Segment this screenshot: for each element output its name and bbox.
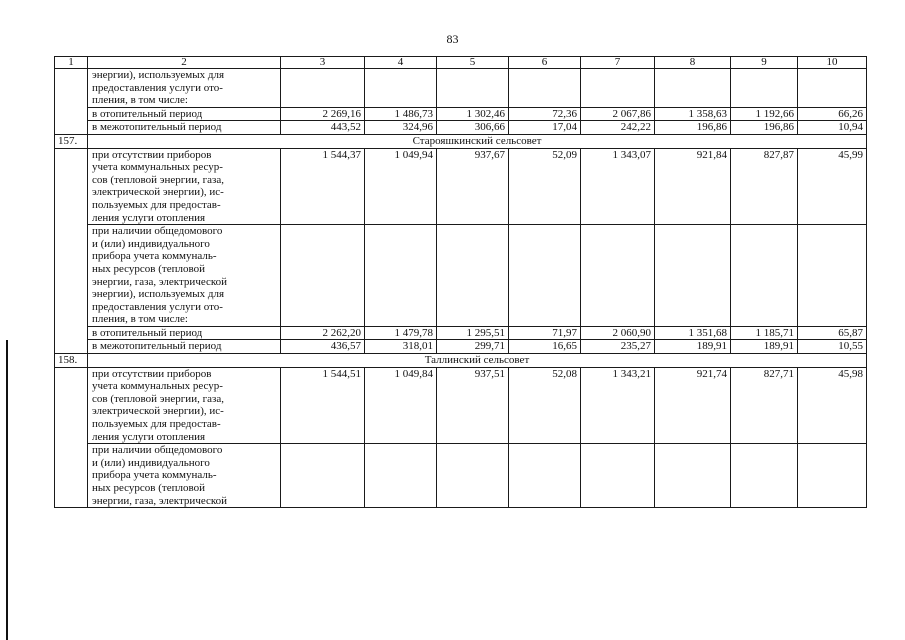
description-line: пользуемых для предостав-	[92, 198, 221, 211]
row-description	[88, 69, 281, 108]
description-line: в межотопительный период	[92, 121, 222, 134]
description-line: пления, в том числе:	[92, 94, 188, 107]
value-cell	[437, 444, 509, 508]
value-cell: 1 479,78	[365, 326, 437, 340]
value-cell: 2 060,90	[581, 326, 655, 340]
value-cell: 65,87	[798, 326, 867, 340]
table-row	[55, 340, 867, 354]
value-cell	[509, 444, 581, 508]
column-number: 7	[581, 57, 655, 69]
value-cell: 1 544,51	[281, 367, 365, 444]
value-cell: 299,71	[437, 340, 509, 354]
column-number: 6	[509, 57, 581, 69]
value-cell	[365, 444, 437, 508]
row-description	[88, 326, 281, 340]
value-cell	[281, 444, 365, 508]
description-line: сов (тепловой энергии, газа,	[92, 392, 224, 405]
value-cell: 436,57	[281, 340, 365, 354]
value-cell: 1 343,21	[581, 367, 655, 444]
description-line: прибора учета коммуналь-	[92, 469, 217, 482]
description-line: прибора учета коммуналь-	[92, 250, 217, 263]
value-cell: 2 262,20	[281, 326, 365, 340]
value-cell: 937,67	[437, 148, 509, 225]
table-row	[55, 225, 867, 327]
value-cell	[281, 69, 365, 108]
row-number-cell	[55, 148, 88, 354]
row-description	[88, 340, 281, 354]
value-cell: 10,94	[798, 121, 867, 135]
value-cell: 1 049,84	[365, 367, 437, 444]
value-cell: 1 544,37	[281, 148, 365, 225]
section-number: 157.	[55, 134, 88, 148]
value-cell: 52,09	[509, 148, 581, 225]
value-cell: 2 269,16	[281, 107, 365, 121]
value-cell: 921,84	[655, 148, 731, 225]
value-cell: 45,99	[798, 148, 867, 225]
section-header-row	[55, 354, 867, 368]
value-cell	[365, 225, 437, 327]
column-number: 3	[281, 57, 365, 69]
value-cell: 71,97	[509, 326, 581, 340]
value-cell: 66,26	[798, 107, 867, 121]
value-cell: 16,65	[509, 340, 581, 354]
table-row	[55, 107, 867, 121]
binding-edge-line	[6, 340, 8, 640]
value-cell	[798, 225, 867, 327]
description-line: при отсутствии приборов	[92, 367, 212, 380]
description-line: при отсутствии приборов	[92, 148, 212, 161]
row-description	[88, 148, 281, 225]
description-line: сов (тепловой энергии, газа,	[92, 173, 224, 186]
tariff-table	[54, 56, 867, 508]
row-number-cell	[55, 367, 88, 508]
description-line: учета коммунальных ресур-	[92, 161, 223, 174]
description-line: энергии, газа, электрической	[92, 275, 228, 288]
value-cell: 196,86	[731, 121, 798, 135]
value-cell: 1 343,07	[581, 148, 655, 225]
value-cell	[798, 444, 867, 508]
table-row	[55, 121, 867, 135]
table-row	[55, 69, 867, 108]
value-cell: 10,55	[798, 340, 867, 354]
value-cell: 324,96	[365, 121, 437, 135]
row-description	[88, 444, 281, 508]
row-description	[88, 107, 281, 121]
column-number: 1	[55, 57, 88, 69]
table-row	[55, 148, 867, 225]
value-cell: 52,08	[509, 367, 581, 444]
description-line: пользуемых для предостав-	[92, 418, 221, 431]
value-cell: 1 049,94	[365, 148, 437, 225]
value-cell: 72,36	[509, 107, 581, 121]
value-cell: 17,04	[509, 121, 581, 135]
description-line: ления услуги отопления	[92, 211, 206, 224]
description-line: в отопительный период	[92, 107, 203, 120]
value-cell: 318,01	[365, 340, 437, 354]
column-number: 9	[731, 57, 798, 69]
value-cell: 827,87	[731, 148, 798, 225]
description-line: при наличии общедомового	[92, 444, 223, 457]
section-number: 158.	[55, 354, 88, 368]
value-cell	[655, 444, 731, 508]
description-line: ления услуги отопления	[92, 430, 206, 443]
description-line: и (или) индивидуального	[92, 456, 210, 469]
value-cell	[655, 225, 731, 327]
description-line: электрической энергии), ис-	[92, 186, 224, 199]
value-cell: 443,52	[281, 121, 365, 135]
table-row	[55, 367, 867, 444]
description-line: в межотопительный период	[92, 340, 222, 353]
value-cell: 1 295,51	[437, 326, 509, 340]
value-cell	[731, 444, 798, 508]
row-description	[88, 121, 281, 135]
value-cell: 1 192,66	[731, 107, 798, 121]
value-cell	[509, 225, 581, 327]
column-number-row	[55, 57, 867, 69]
section-name: Таллинский сельсовет	[88, 354, 867, 368]
row-number-cell	[55, 69, 88, 135]
table-row	[55, 326, 867, 340]
value-cell	[581, 69, 655, 108]
value-cell	[509, 69, 581, 108]
value-cell	[581, 444, 655, 508]
description-line: учета коммунальных ресур-	[92, 380, 223, 393]
column-number: 4	[365, 57, 437, 69]
value-cell	[281, 225, 365, 327]
description-line: энергии), используемых для	[92, 69, 225, 81]
value-cell: 242,22	[581, 121, 655, 135]
value-cell: 921,74	[655, 367, 731, 444]
column-number: 5	[437, 57, 509, 69]
value-cell: 45,98	[798, 367, 867, 444]
description-line: энергии), используемых для	[92, 288, 225, 301]
value-cell	[655, 69, 731, 108]
section-name: Старояшкинский сельсовет	[88, 134, 867, 148]
description-line: энергии, газа, электрической	[92, 494, 228, 507]
value-cell	[731, 225, 798, 327]
value-cell: 196,86	[655, 121, 731, 135]
description-line: предоставления услуги ото-	[92, 81, 223, 94]
value-cell: 1 302,46	[437, 107, 509, 121]
page-number: 83	[446, 32, 459, 46]
column-number: 2	[88, 57, 281, 69]
value-cell: 1 351,68	[655, 326, 731, 340]
description-line: пления, в том числе:	[92, 313, 188, 326]
value-cell: 235,27	[581, 340, 655, 354]
section-header-row	[55, 134, 867, 148]
value-cell	[581, 225, 655, 327]
description-line: ных ресурсов (тепловой	[92, 262, 205, 275]
value-cell: 2 067,86	[581, 107, 655, 121]
value-cell: 827,71	[731, 367, 798, 444]
value-cell: 1 486,73	[365, 107, 437, 121]
description-line: и (или) индивидуального	[92, 237, 210, 250]
value-cell	[798, 69, 867, 108]
description-line: предоставления услуги ото-	[92, 300, 223, 313]
value-cell: 189,91	[655, 340, 731, 354]
value-cell	[731, 69, 798, 108]
description-line: при наличии общедомового	[92, 225, 223, 238]
value-cell: 306,66	[437, 121, 509, 135]
description-line: в отопительный период	[92, 326, 203, 339]
row-description	[88, 225, 281, 327]
column-number: 10	[798, 57, 867, 69]
value-cell: 1 358,63	[655, 107, 731, 121]
column-number: 8	[655, 57, 731, 69]
value-cell	[365, 69, 437, 108]
value-cell: 189,91	[731, 340, 798, 354]
value-cell	[437, 69, 509, 108]
value-cell: 1 185,71	[731, 326, 798, 340]
row-description	[88, 367, 281, 444]
value-cell: 937,51	[437, 367, 509, 444]
description-line: электрической энергии), ис-	[92, 405, 224, 418]
table-body	[55, 57, 867, 508]
value-cell	[437, 225, 509, 327]
table-row	[55, 444, 867, 508]
description-line: ных ресурсов (тепловой	[92, 482, 205, 494]
